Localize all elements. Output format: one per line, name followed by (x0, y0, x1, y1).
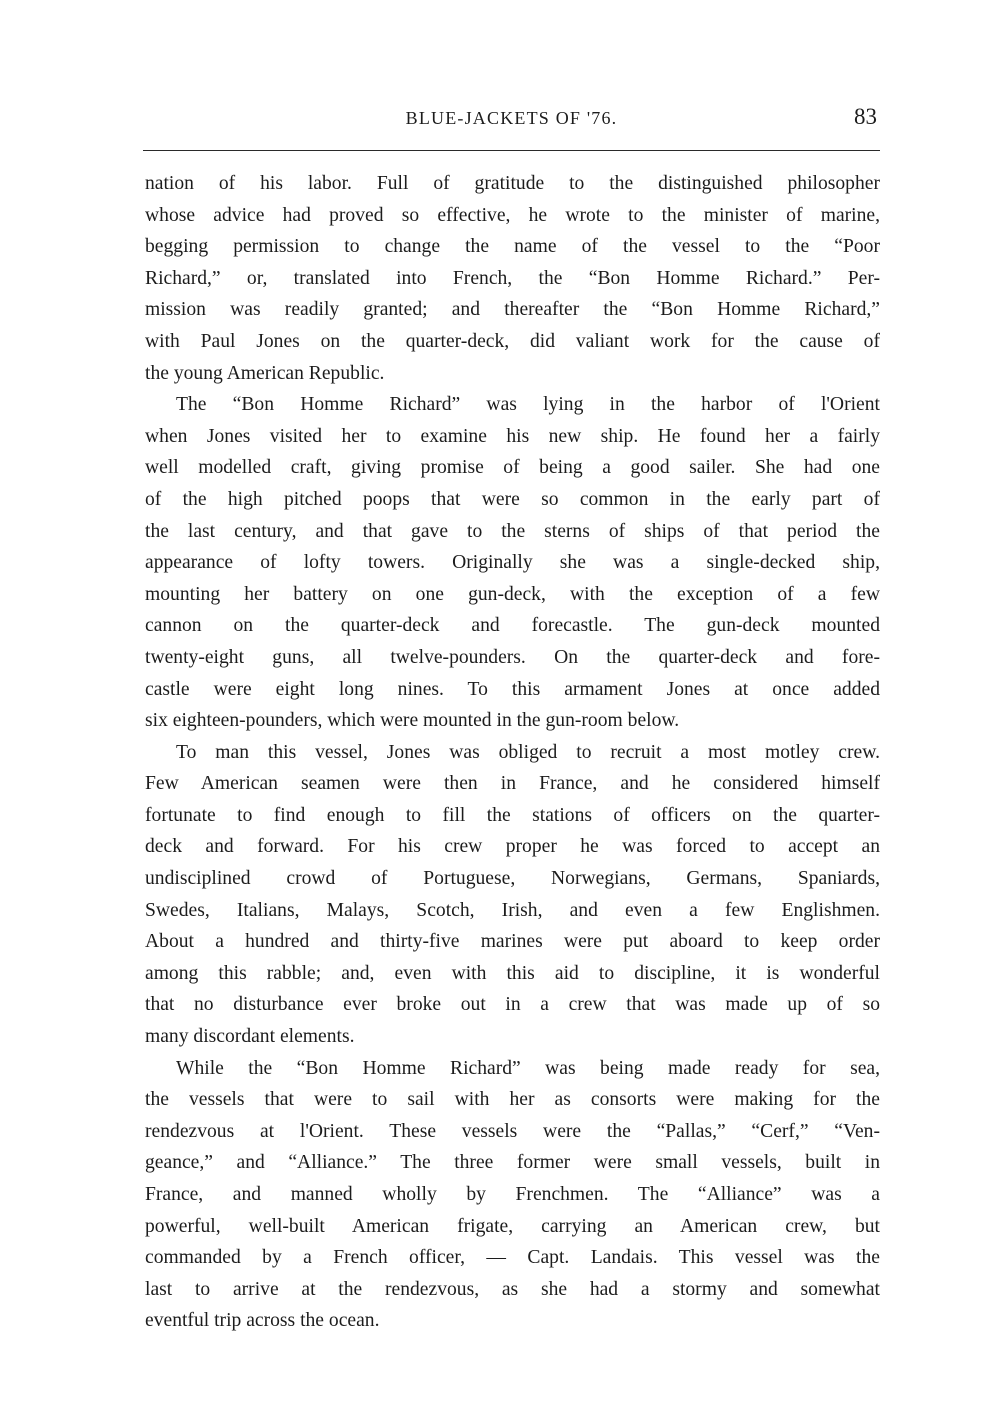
text-line: undisciplined crowd of Portuguese, Norwegians, Germans, Spaniards, (145, 868, 880, 890)
text-line: France, and manned wholly by Frenchmen. The “Alliance” was a (145, 1184, 880, 1205)
paragraph (145, 737, 880, 1053)
paragraph (145, 389, 880, 737)
text-line: among this rabble; and, even with this aid to discipline, it is wonderful (145, 962, 880, 984)
text-line: the young American Republic. (145, 362, 385, 384)
text-line: To man this vessel, Jones was obliged to recruit a most motley crew. (176, 741, 880, 763)
text-line: many discordant elements. (145, 1026, 355, 1048)
page-number: 83 (854, 104, 877, 129)
text-line: The “Bon Homme Richard” was lying in the harbor of l'Orient (176, 394, 880, 416)
text-line: the last century, and that gave to the sterns of ships of that period the (145, 520, 880, 542)
text-line: deck and forward. For his crew proper he was forced to accept an (145, 836, 880, 858)
text-line: commanded by a French officer, — Capt. Landais. This vessel was the (145, 1247, 880, 1269)
running-head (143, 104, 880, 136)
body-text (145, 168, 880, 1337)
text-line: mounting her battery on one gun-deck, with the exception of a few (145, 583, 880, 605)
running-title: BLUE-JACKETS OF '76. (405, 108, 618, 128)
text-line: of the high pitched poops that were so common in the early part of (145, 488, 880, 510)
text-line: Few American seamen were then in France, and he considered himself (145, 773, 880, 795)
text-line: Swedes, Italians, Malays, Scotch, Irish, and even a few Englishmen. (145, 899, 880, 921)
text-line: While the “Bon Homme Richard” was being made ready for sea, (176, 1057, 880, 1079)
text-line: mission was readily granted; and thereafter the “Bon Homme Richard,” (145, 299, 880, 321)
text-line: six eighteen-pounders, which were mounted in the gun-room below. (145, 710, 680, 732)
text-line: rendezvous at l'Orient. These vessels were the “Pallas,” “Cerf,” “Ven- (145, 1120, 880, 1142)
text-line: when Jones visited her to examine his new ship. He found her a fairly (145, 425, 880, 447)
text-line: whose advice had proved so effective, he wrote to the minister of marine, (145, 204, 880, 226)
text-line: geance,” and “Alliance.” The three former were small vessels, built in (145, 1152, 880, 1174)
text-line: cannon on the quarter-deck and forecastle. The gun-deck mounted (145, 615, 880, 637)
text-line: well modelled craft, giving promise of being a good sailer. She had one (145, 457, 880, 479)
text-line: powerful, well-built American frigate, carrying an American crew, but (145, 1215, 880, 1237)
text-line: with Paul Jones on the quarter-deck, did valiant work for the cause of (145, 330, 880, 352)
text-line: fortunate to find enough to fill the stations of officers on the quarter- (145, 804, 880, 826)
paragraph (145, 168, 880, 389)
text-line: the vessels that were to sail with her as consorts were making for the (145, 1089, 880, 1111)
paragraph (145, 1053, 880, 1337)
text-line: twenty-eight guns, all twelve-pounders. On the quarter-deck and fore- (145, 646, 880, 668)
text-line: last to arrive at the rendezvous, as she had a stormy and somewhat (145, 1278, 880, 1300)
text-line: eventful trip across the ocean. (145, 1310, 380, 1332)
text-line: About a hundred and thirty-five marines were put aboard to keep order (145, 931, 880, 953)
text-line: appearance of lofty towers. Originally she was a single-decked ship, (145, 552, 880, 574)
header-rule (143, 150, 880, 151)
text-line: castle were eight long nines. To this armament Jones at once added (145, 678, 880, 700)
text-line: Richard,” or, translated into French, the “Bon Homme Richard.” Per- (145, 267, 880, 289)
text-line: nation of his labor. Full of gratitude to the distinguished philosopher (145, 173, 880, 194)
text-line: begging permission to change the name of the vessel to the “Poor (145, 236, 880, 258)
text-line: that no disturbance ever broke out in a crew that was made up of so (145, 994, 880, 1016)
